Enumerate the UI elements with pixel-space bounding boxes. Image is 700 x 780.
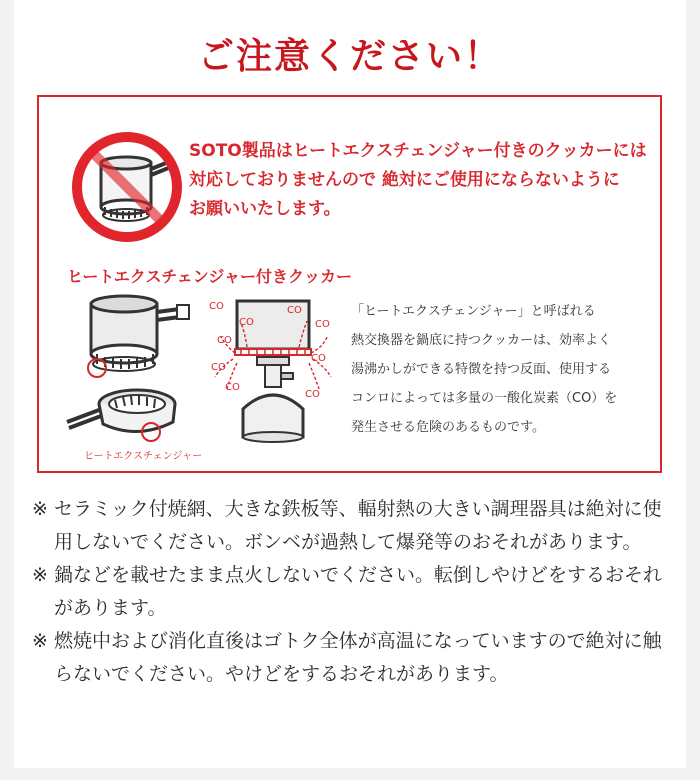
note-mark: ※ bbox=[32, 564, 48, 586]
heat-exchanger-cooker-illustration bbox=[59, 292, 209, 462]
co-label: CO bbox=[305, 389, 320, 400]
caution-note bbox=[32, 493, 672, 559]
warning-line: SOTO製品はヒートエクスチェンジャー付きのクッカーには bbox=[189, 141, 647, 161]
description-line: 「ヒートエクスチェンジャー」と呼ばれる bbox=[351, 304, 596, 319]
description-line: コンロによっては多量の一酸化炭素（CO）を bbox=[351, 391, 618, 406]
warning-box bbox=[37, 95, 662, 473]
co-label: CO bbox=[225, 382, 240, 393]
caution-notes bbox=[32, 493, 672, 691]
description-line: 発生させる危険のあるものです。 bbox=[351, 420, 545, 435]
right-margin bbox=[686, 0, 700, 780]
page-title: ご注意ください！ bbox=[197, 36, 502, 77]
note-mark: ※ bbox=[32, 498, 48, 520]
heat-exchanger-caption: ヒートエクスチェンジャー bbox=[84, 451, 203, 462]
bottom-margin bbox=[0, 768, 700, 780]
co-label: CO bbox=[211, 362, 226, 373]
description-line: 熱交換器を鍋底に持つクッカーは、効率よく bbox=[351, 333, 612, 348]
co-label: CO bbox=[209, 301, 224, 312]
warning-line: 対応しておりませんので 絶対にご使用にならないように bbox=[189, 170, 620, 190]
co-label: CO bbox=[239, 317, 254, 328]
left-margin bbox=[0, 0, 14, 780]
note-text: 燃焼中および消化直後はゴトク全体が高温になっていますので絶対に触らないでください。やけどをするおそれがあります。 bbox=[54, 630, 662, 685]
co-label: CO bbox=[311, 353, 326, 364]
co-label: CO bbox=[315, 319, 330, 330]
caution-note bbox=[32, 559, 672, 625]
caution-note bbox=[32, 625, 672, 691]
cooker-heading: ヒートエクスチェンジャー付きクッカー bbox=[67, 267, 353, 286]
no-cooker-icon bbox=[67, 127, 187, 247]
note-mark: ※ bbox=[32, 630, 48, 652]
warning-text bbox=[189, 137, 659, 224]
note-text: 鍋などを載せたまま点火しないでください。転倒しやけどをするおそれがあります。 bbox=[54, 564, 663, 619]
description-line: 湯沸かしができる特徴を持つ反面、使用する bbox=[351, 362, 612, 377]
warning-line: お願いいたします。 bbox=[189, 199, 341, 219]
co-label: CO bbox=[217, 335, 232, 346]
heat-exchanger-description bbox=[351, 297, 656, 442]
note-text: セラミック付焼網、大きな鉄板等、輻射熱の大きい調理器具は絶対に使用しないでください。ボンベが過熱して爆発等のおそれがあります。 bbox=[54, 498, 662, 553]
co-label: CO bbox=[287, 305, 302, 316]
